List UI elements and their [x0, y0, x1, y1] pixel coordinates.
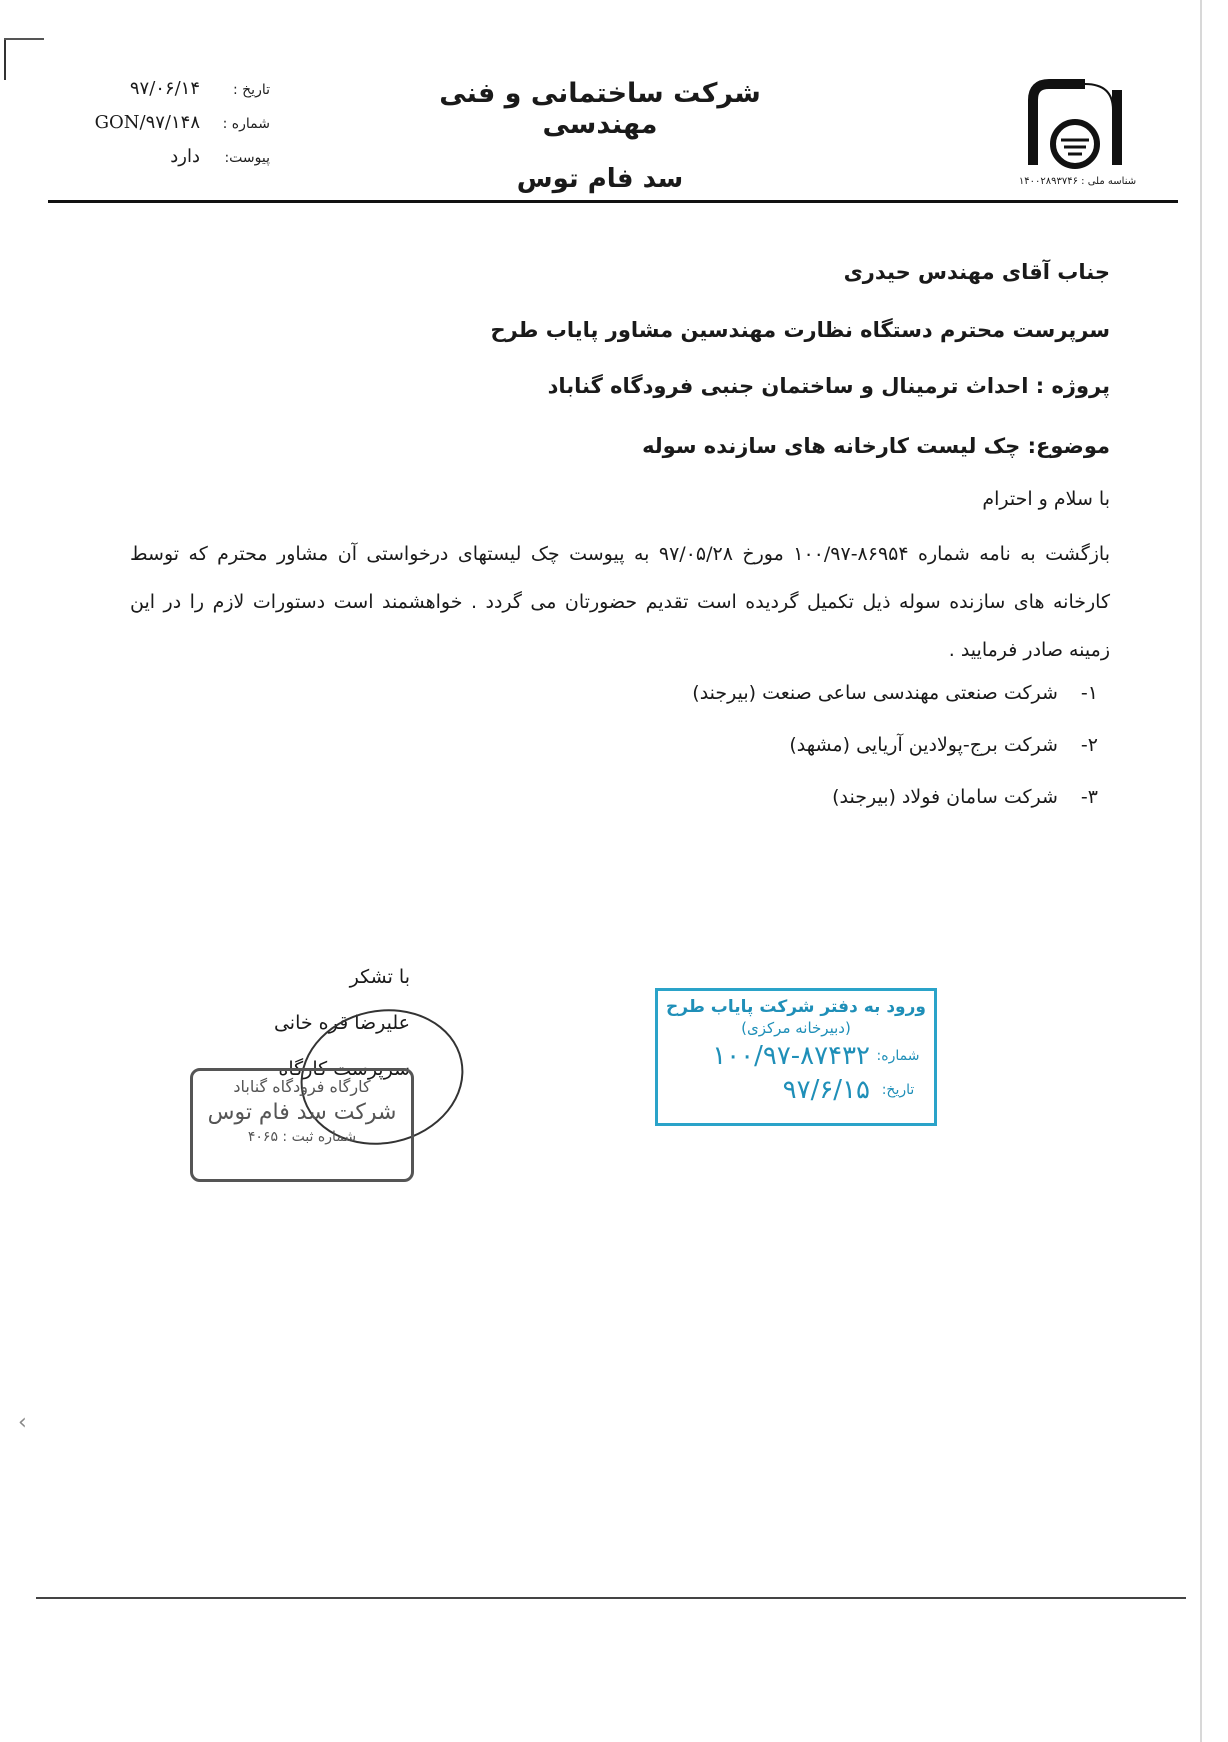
header-divider	[48, 200, 1178, 203]
greeting: با سلام و احترام	[982, 488, 1110, 510]
list-item-number: ۳-	[1080, 786, 1098, 808]
list-item	[692, 682, 1098, 734]
list-item-number: ۱-	[1080, 682, 1098, 704]
list-item	[692, 786, 1098, 838]
receipt-stamp-title: ورود به دفتر شرکت پایاب طرح	[666, 997, 926, 1017]
receipt-stamp-subtitle: (دبیرخانه مرکزی)	[741, 1019, 851, 1037]
company-header	[400, 78, 800, 194]
supervisor-line: سرپرست محترم دستگاه نظارت مهندسین مشاور پایاب طرح	[490, 318, 1110, 342]
site-stamp-line2: شرکت سد فام توس	[207, 1100, 397, 1125]
list-item	[692, 734, 1098, 786]
receipt-date-label: تاریخ:	[881, 1082, 915, 1098]
scan-edge-mark	[4, 40, 6, 80]
attachment-label: پیوست:	[224, 150, 270, 166]
receipt-date-row	[658, 1075, 934, 1105]
site-stamp-line3: شماره ثبت : ۴۰۶۵	[247, 1129, 357, 1145]
list-item-text: شرکت برج-پولادین آریایی (مشهد)	[789, 734, 1058, 756]
number-label: شماره :	[222, 116, 270, 132]
signer-name: علیرضا قره خانی	[273, 1012, 410, 1034]
scan-artifact-icon: ‹	[18, 1410, 27, 1435]
subject-line: موضوع: چک لیست کارخانه های سازنده سوله	[642, 434, 1110, 458]
addressee: جناب آقای مهندس حیدری	[843, 260, 1110, 284]
receipt-stamp	[655, 988, 937, 1126]
receipt-number-label: شماره:	[876, 1048, 920, 1064]
list-item-number: ۲-	[1080, 734, 1098, 756]
site-stamp	[190, 1068, 414, 1182]
scan-right-edge	[1200, 0, 1202, 1742]
scan-corner-mark	[4, 38, 44, 40]
letter-meta	[60, 78, 270, 180]
receipt-number-row	[658, 1041, 934, 1071]
signer-title: سرپرست کارگاه	[278, 1058, 410, 1080]
company-subname: سد فام توس	[516, 164, 684, 194]
meta-attachment-row	[60, 146, 270, 180]
receipt-number-value: ۱۰۰/۹۷-۸۷۴۳۲	[712, 1041, 870, 1071]
manufacturer-list	[692, 682, 1098, 838]
project-line: پروژه : احداث ترمینال و ساختمان جنبی فرودگاه گناباد	[547, 374, 1110, 398]
national-id: شناسه ملی : ۱۴۰۰۲۸۹۳۷۴۶	[1018, 176, 1137, 187]
closing-thanks: با تشکر	[349, 966, 410, 988]
meta-date-row	[60, 78, 270, 112]
attachment-value: دارد	[170, 146, 200, 167]
letter-paragraph: بازگشت به نامه شماره ۸۶۹۵۴-۱۰۰/۹۷ مورخ ۹۷/۰۵/۲۸ به پیوست چک لیستهای درخواستی آن مشاور محترم که توسط کارخانه های سازنده سوله ذیل تکمیل گردیده است تقدیم حضورتان می گردد . خواهشمند است دستورات لازم را در این زمینه صادر فرمایید .	[130, 543, 1110, 661]
date-value: ۹۷/۰۶/۱۴	[129, 78, 200, 99]
footer-divider	[36, 1597, 1186, 1599]
date-label: تاریخ :	[232, 82, 270, 98]
list-item-text: شرکت صنعتی مهندسی ساعی صنعت (بیرجند)	[692, 682, 1058, 704]
company-logo-icon	[1015, 70, 1135, 190]
receipt-date-value: ۹۷/۶/۱۵	[782, 1075, 870, 1105]
meta-number-row	[60, 112, 270, 146]
site-stamp-line1: کارگاه فرودگاه گناباد	[233, 1077, 371, 1096]
list-item-text: شرکت سامان فولاد (بیرجند)	[832, 786, 1058, 808]
company-name: شرکت ساختمانی و فنی مهندسی	[439, 78, 761, 140]
number-value: GON/۹۷/۱۴۸	[94, 112, 200, 133]
